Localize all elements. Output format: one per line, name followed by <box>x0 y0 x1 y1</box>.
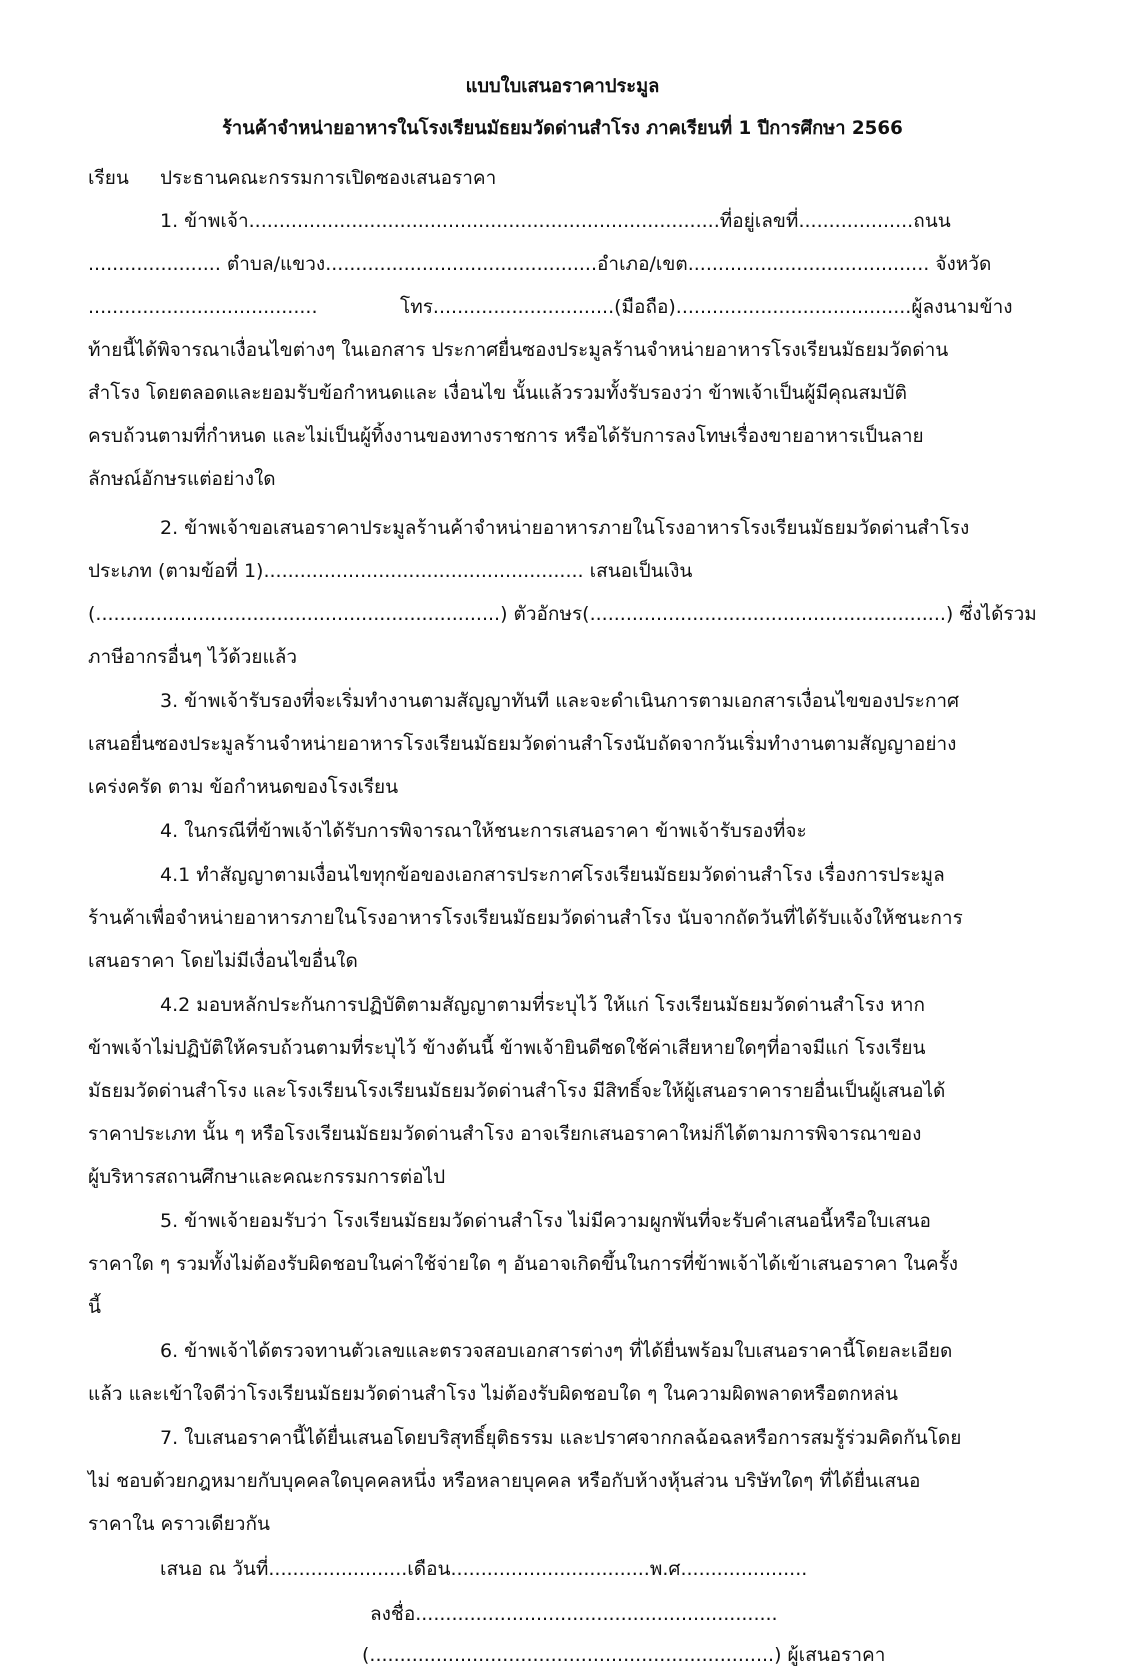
clause-5-line: นี้ <box>88 1296 101 1318</box>
clause-6-line: แล้ว และเข้าใจดีว่าโรงเรียนมัธยมวัดด่านสำโรง ไม่ต้องรับผิดชอบใด ๆ ในความผิดพลาดหรือตกหล่น <box>88 1383 898 1405</box>
clause-7-line: ไม่ ชอบด้วยกฎหมายกับบุคคลใดบุคคลหนึ่ง หรือหลายบุคคล หรือกับห้างหุ้นส่วน บริษัทใดๆ ที่ได้ยื่นเสนอ <box>88 1470 921 1492</box>
form-title: แบบใบเสนอราคาประมูล <box>465 76 660 97</box>
clause-1-line: โทร..............................(มือถือ).......................................ผู้ลงนามข้าง <box>400 296 1013 318</box>
signature-line: ลงชื่อ............................................................ <box>370 1603 778 1625</box>
clause-4-2-line: ข้าพเจ้าไม่ปฏิบัติให้ครบถ้วนตามที่ระบุไว้ ข้างต้นนี้ ข้าพเจ้ายินดีชดใช้ค่าเสียหายใดๆที่อาจมีแก่ โรงเรียน <box>88 1037 926 1059</box>
clause-2-line: ประเภท (ตามข้อที่ 1)..................................................... เสนอเป็นเงิน <box>88 560 693 582</box>
clause-4-2-line: มัธยมวัดด่านสำโรง และโรงเรียนโรงเรียนมัธยมวัดด่านสำโรง มีสิทธิ์จะให้ผู้เสนอราคารายอื่นเป็นผู้เสนอได้ <box>88 1080 946 1102</box>
clause-1-line: ท้ายนี้ได้พิจารณาเงื่อนไขต่างๆ ในเอกสาร ประกาศยื่นซองประมูลร้านจำหน่ายอาหารโรงเรียนมัธยมวัดด่าน <box>88 339 949 361</box>
clause-3-line: 3. ข้าพเจ้ารับรองที่จะเริ่มทำงานตามสัญญาทันที และจะดำเนินการตามเอกสารเงื่อนไขของประกาศ <box>160 690 960 712</box>
clause-1-line: 1. ข้าพเจ้า..............................................................................ที่อยู่เลขที่...................ถนน <box>160 210 951 232</box>
clause-4-1-line: ร้านค้าเพื่อจำหน่ายอาหารภายในโรงอาหารโรงเรียนมัธยมวัดด่านสำโรง นับจากถัดวันที่ได้รับแจ้งให้ชนะการ <box>88 907 963 929</box>
clause-4-2-line: 4.2 มอบหลักประกันการปฏิบัติตามสัญญาตามที่ระบุไว้ ให้แก่ โรงเรียนมัธยมวัดด่านสำโรง หาก <box>160 994 926 1016</box>
salutation-label: เรียน <box>88 167 129 189</box>
clause-1-line: ...................................... <box>88 296 318 318</box>
clause-2-line: (...................................................................) ตัวอักษร(...........................................................) ซึ่งได้รวม <box>88 603 1037 625</box>
clause-5-line: 5. ข้าพเจ้ายอมรับว่า โรงเรียนมัธยมวัดด่านสำโรง ไม่มีความผูกพันที่จะรับคำเสนอนี้หรือใบเสนอ <box>160 1210 931 1232</box>
clause-2-line: ภาษีอากรอื่นๆ ไว้ด้วยแล้ว <box>88 646 298 668</box>
clause-4-1-line: 4.1 ทำสัญญาตามเงื่อนไขทุกข้อของเอกสารประกาศโรงเรียนมัธยมวัดด่านสำโรง เรื่องการประมูล <box>160 864 945 886</box>
signer-name-line: (...................................................................) ผู้เสนอราคา <box>362 1644 886 1666</box>
salutation-recipient: ประธานคณะกรรมการเปิดซองเสนอราคา <box>160 167 497 189</box>
clause-6-line: 6. ข้าพเจ้าได้ตรวจทานตัวเลขและตรวจสอบเอกสารต่างๆ ที่ได้ยื่นพร้อมใบเสนอราคานี้โดยละเอียด <box>160 1340 953 1362</box>
clause-3-line: เคร่งครัด ตาม ข้อกำหนดของโรงเรียน <box>88 776 399 798</box>
clause-4-1-line: เสนอราคา โดยไม่มีเงื่อนไขอื่นใด <box>88 950 358 972</box>
clause-4-line: 4. ในกรณีที่ข้าพเจ้าได้รับการพิจารณาให้ชนะการเสนอราคา ข้าพเจ้ารับรองที่จะ <box>160 820 807 842</box>
clause-2-line: 2. ข้าพเจ้าขอเสนอราคาประมูลร้านค้าจำหน่ายอาหารภายในโรงอาหารโรงเรียนมัธยมวัดด่านสำโรง <box>160 517 970 539</box>
submission-date-line: เสนอ ณ วันที่.......................เดือน.................................พ.ศ..................... <box>160 1558 808 1580</box>
clause-4-2-line: ราคาประเภท นั้น ๆ หรือโรงเรียนมัธยมวัดด่านสำโรง อาจเรียกเสนอราคาใหม่ก็ได้ตามการพิจารณาของ <box>88 1123 922 1145</box>
clause-1-line: ...................... ตำบล/แขวง.............................................อำเภอ/เขต........................................ จังหวัด <box>88 253 992 275</box>
clause-1-line: สำโรง โดยตลอดและยอมรับข้อกำหนดและ เงื่อนไข นั้นแล้วรวมทั้งรับรองว่า ข้าพเจ้าเป็นผู้มีคุณสมบัติ <box>88 382 907 404</box>
clause-5-line: ราคาใด ๆ รวมทั้งไม่ต้องรับผิดชอบในค่าใช้จ่ายใด ๆ อันอาจเกิดขึ้นในการที่ข้าพเจ้าได้เข้าเสนอราคา ในครั้ง <box>88 1253 959 1275</box>
clause-1-line: ลักษณ์อักษรแต่อย่างใด <box>88 468 276 490</box>
clause-1-line: ครบถ้วนตามที่กำหนด และไม่เป็นผู้ทิ้งงานของทางราชการ หรือได้รับการลงโทษเรื่องขายอาหารเป็นลาย <box>88 425 924 447</box>
clause-4-2-line: ผู้บริหารสถานศึกษาและคณะกรรมการต่อไป <box>88 1166 446 1188</box>
clause-3-line: เสนอยื่นซองประมูลร้านจำหน่ายอาหารโรงเรียนมัธยมวัดด่านสำโรงนับถัดจากวันเริ่มทำงานตามสัญญาอย่าง <box>88 733 957 755</box>
clause-7-line: ราคาใน คราวเดียวกัน <box>88 1513 270 1535</box>
clause-7-line: 7. ใบเสนอราคานี้ได้ยื่นเสนอโดยบริสุทธิ์ยุติธรรม และปราศจากกลฉ้อฉลหรือการสมรู้ร่วมคิดกันโดย <box>160 1427 962 1449</box>
form-subtitle: ร้านค้าจำหน่ายอาหารในโรงเรียนมัธยมวัดด่านสำโรง ภาคเรียนที่ 1 ปีการศึกษา 2566 <box>222 118 903 139</box>
